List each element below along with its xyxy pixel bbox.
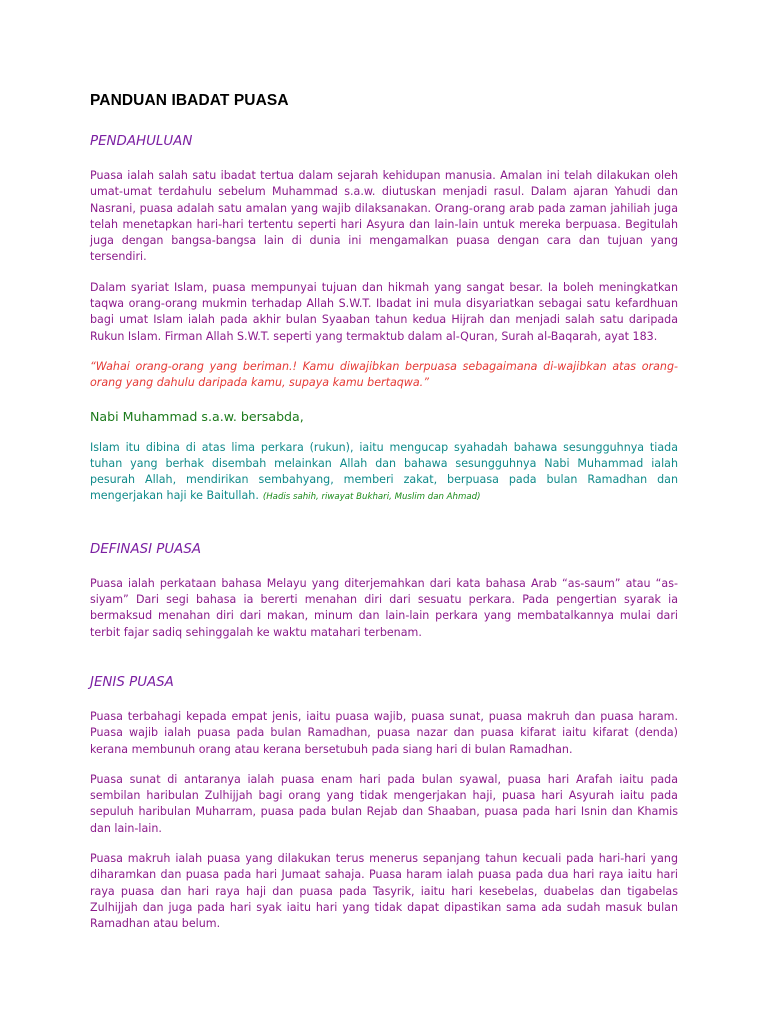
hadith-text [90, 440, 678, 506]
section-heading-pendahuluan: PENDAHULUAN [90, 134, 193, 149]
pendahuluan-paragraph-2: Dalam syariat Islam, puasa mempunyai tujuan dan hikmah yang sangat besar. Ia boleh meningkatkan taqwa orang-orang mukmin terhadap Allah S.W.T. Ibadat ini mula disyariatkan sebagai satu kefardhuan bagi umat Islam ialah pada akhir bulan Syaaban tahun kedua Hijrah dan menjadi salah satu daripada Rukun Islam. Firman Allah S.W.T. seperti yang termaktub dalam al-Quran, Surah al-Baqarah, ayat 183. [90, 280, 678, 343]
section-heading-jenis: JENIS PUASA [90, 674, 174, 690]
section-heading-definasi: DEFINASI PUASA [90, 541, 202, 557]
hadith-source: (Hadis sahih, riwayat Bukhari, Muslim dan Ahmad) [262, 492, 481, 503]
hadith-body: Islam itu dibina di atas lima perkara (rukun), iaitu mengucap syahadah bahawa sesungguhnya tiada tuhan yang berhak disembah melainkan Allah dan bahawa sesungguhnya Nabi Muhammad ialah pesurah Allah, mendirikan sembahyang, memberi zakat, berpuasa pada bulan Ramadhan dan mengerjakan haji ke Baitullah. [90, 440, 678, 503]
jenis-paragraph-2: Puasa sunat di antaranya ialah puasa enam hari pada bulan syawal, puasa hari Arafah iaitu pada sembilan haribulan Zulhijjah bagi orang yang tidak mengerjakan haji, puasa hari Asyurah iaitu pada sepuluh haribulan Muharram, puasa pada bulan Rejab dan Shaaban, puasa pada hari Isnin dan Khamis dan lain-lain. [90, 772, 678, 835]
jenis-paragraph-1: Puasa terbahagi kepada empat jenis, iaitu puasa wajib, puasa sunat, puasa makruh dan puasa haram. Puasa wajib ialah puasa pada bulan Ramadhan, puasa nazar dan puasa kifarat iaitu kifarat (denda) kerana membunuh orang atau kerana bersetubuh pada siang hari di bulan Ramadhan. [90, 709, 678, 756]
nabi-intro: Nabi Muhammad s.a.w. bersabda, [90, 408, 304, 424]
quran-quote: “Wahai orang-orang yang beriman.! Kamu diwajibkan berpuasa sebagaimana di-wajibkan atas orang-orang yang dahulu daripada kamu, supaya kamu bertaqwa.” [90, 359, 678, 390]
jenis-paragraph-3: Puasa makruh ialah puasa yang dilakukan terus menerus sepanjang tahun kecuali pada hari-hari yang diharamkan dan puasa pada hari Jumaat sahaja. Puasa haram ialah puasa pada dua hari raya iaitu hari raya puasa dan hari raya haji dan puasa pada Tasyrik, iaitu hari kesebelas, duabelas dan tigabelas Zulhijjah dan juga pada hari syak iaitu hari yang tidak dapat dipastikan sama ada sudah masuk bulan Ramadhan atau belum. [90, 852, 678, 931]
document-page [90, 92, 678, 947]
pendahuluan-paragraph-1: Puasa ialah salah satu ibadat tertua dalam sejarah kehidupan manusia. Amalan ini telah dilakukan oleh umat-umat terdahulu sebelum Muhammad s.a.w. diutuskan menjadi rasul. Dalam ajaran Yahudi dan Nasrani, puasa adalah satu amalan yang wajib dilaksanakan. Orang-orang arab pada zaman jahiliah juga telah menetapkan hari-hari tertentu seperti hari Asyura dan lain-lain untuk mereka berpuasa. Begitulah juga dengan bangsa-bangsa lain di dunia ini mengamalkan puasa dengan cara dan tujuan yang tersendiri. [90, 169, 678, 264]
definasi-paragraph-1: Puasa ialah perkataan bahasa Melayu yang diterjemahkan dari kata bahasa Arab “as-saum” atau “as-siyam” Dari segi bahasa ia bererti menahan diri dari sesuatu perkara. Pada pengertian syarak ia bermaksud menahan diri dari makan, minum dan lain-lain perkara yang membatalkannya mulai dari terbit fajar sadiq sehinggalah ke waktu matahari terbenam. [90, 576, 678, 639]
document-title: PANDUAN IBADAT PUASA [90, 92, 289, 109]
